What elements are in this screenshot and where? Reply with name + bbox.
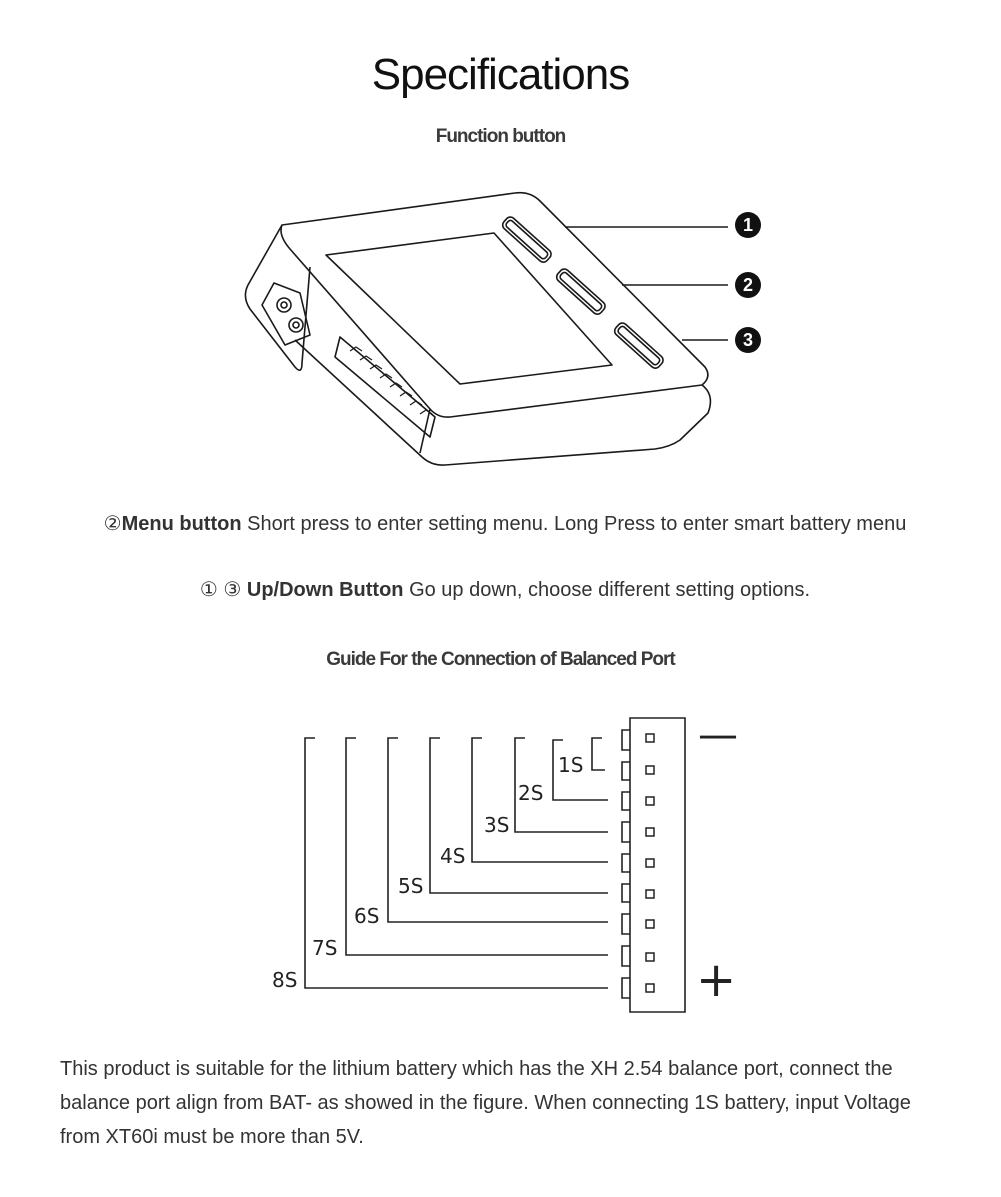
- xt60-port: [262, 283, 310, 345]
- updown-marker: ① ③: [199, 579, 247, 601]
- updown-button-text: Go up down, choose different setting options.: [403, 579, 811, 601]
- menu-button-description: [60, 508, 950, 541]
- guide-heading: Guide For the Connection of Balanced Port: [326, 649, 675, 670]
- updown-button-label: Up/Down Button: [246, 579, 404, 601]
- callout-2-label: 2: [742, 275, 754, 295]
- wire-1s: [592, 738, 605, 770]
- updown-button-description: [60, 574, 950, 607]
- connector-notches: [622, 730, 630, 998]
- label-7s: 7S: [312, 936, 338, 960]
- label-3s: 3S: [484, 813, 510, 837]
- balance-port-diagram: [260, 700, 750, 1020]
- function-button-heading: Function button: [435, 126, 566, 147]
- label-2s: 2S: [518, 781, 544, 805]
- button-1-shape: [501, 215, 553, 264]
- charger-device-illustration: [240, 185, 780, 475]
- label-1s: 1S: [558, 753, 584, 777]
- callout-markers: [735, 212, 761, 353]
- positive-sign: +: [696, 952, 737, 1008]
- label-4s: 4S: [440, 844, 466, 868]
- connector-notch: [622, 914, 630, 934]
- connector-pins: [646, 734, 654, 992]
- button-3-shape: [613, 321, 665, 370]
- callout-3-label: 3: [742, 330, 754, 350]
- page-title: Specifications: [371, 50, 630, 99]
- label-5s: 5S: [398, 874, 424, 898]
- connector-body: [630, 718, 685, 1012]
- compatibility-note: This product is suitable for the lithium battery which has the XH 2.54 balance port, connect the balance port align from BAT- as showed in the figure. When connecting 1S battery, input Voltage from XT60i must be more than 5V.: [60, 1058, 911, 1148]
- menu-button-label: Menu button: [121, 513, 242, 535]
- label-6s: 6S: [354, 904, 380, 928]
- label-8s: 8S: [272, 968, 298, 992]
- callout-1-label: 1: [742, 215, 754, 235]
- menu-button-text: Short press to enter setting menu. Long Press to enter smart battery menu: [241, 513, 907, 535]
- menu-marker: ②: [103, 513, 122, 535]
- negative-sign: —: [698, 712, 738, 758]
